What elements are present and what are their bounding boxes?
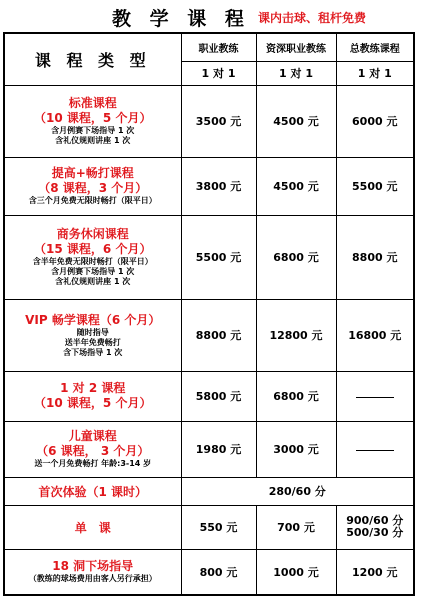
col-subheader-senior-coach: 1 对 1	[256, 61, 336, 85]
course-note: 送一个月免费畅打 年龄:3-14 岁	[34, 459, 152, 468]
col-subheader-head-coach: 1 对 1	[336, 61, 414, 85]
course-name: VIP 畅学课程（6 个月）	[25, 312, 161, 327]
course-cell-18-hole	[4, 549, 181, 595]
page-header	[0, 0, 423, 30]
table-row	[4, 421, 414, 477]
table-row	[4, 85, 414, 157]
price-cell: 1200 元	[336, 549, 414, 595]
course-cell-1v2	[4, 371, 181, 421]
price-cell: 1980 元	[181, 421, 256, 477]
price-cell: 4500 元	[256, 157, 336, 215]
price-cell-head-coach-single	[336, 505, 414, 549]
course-name: 1 对 2 课程	[60, 381, 126, 395]
price-cell: 16800 元	[336, 299, 414, 371]
course-name: 提高+畅打课程	[51, 166, 134, 180]
price-cell: 1000 元	[256, 549, 336, 595]
table-row	[4, 157, 414, 215]
course-note: 随时指导	[76, 327, 109, 337]
price-cell: 5800 元	[181, 371, 256, 421]
price-cell-empty	[336, 421, 414, 477]
price-cell: 6000 元	[336, 85, 414, 157]
course-cell-kids	[4, 421, 181, 477]
course-note: （教练的球场费用由客人另行承担）	[28, 574, 157, 584]
course-cell-improve	[4, 157, 181, 215]
course-name: 标准课程	[68, 96, 117, 110]
page-subtitle: 课内击球、租杆免费	[258, 11, 367, 25]
course-note: 含半年免费无限时畅打（限平日）	[32, 257, 153, 266]
price-cell: 4500 元	[256, 85, 336, 157]
course-detail: （10 课程，5 个月）	[34, 111, 152, 125]
price-30min: 500/30 分	[346, 526, 404, 539]
course-note: 含礼仪规则讲座 1 次	[55, 136, 131, 145]
price-cell: 3000 元	[256, 421, 336, 477]
col-header-pro-coach: 职业教练	[181, 33, 256, 61]
course-detail: （6 课程， 3 个月）	[36, 444, 150, 458]
price-cell: 5500 元	[181, 215, 256, 299]
course-cell-business	[4, 215, 181, 299]
course-detail: （10 课程，5 个月）	[34, 396, 152, 410]
price-cell: 800 元	[181, 549, 256, 595]
price-cell: 5500 元	[336, 157, 414, 215]
course-note: 含下场指导 1 次	[63, 347, 123, 357]
table-row	[4, 299, 414, 371]
course-note: 送半年免费畅打	[64, 337, 121, 347]
course-cell-single: 单 课	[4, 505, 181, 549]
price-cell: 8800 元	[181, 299, 256, 371]
price-cell: 3800 元	[181, 157, 256, 215]
price-cell-empty	[336, 371, 414, 421]
price-cell: 550 元	[181, 505, 256, 549]
dash-line	[356, 450, 394, 451]
course-detail: （8 课程，3 个月）	[38, 181, 148, 195]
page-title: 教 学 课 程	[112, 8, 250, 30]
col-subheader-pro-coach: 1 对 1	[181, 61, 256, 85]
course-name: 儿童课程	[68, 429, 117, 443]
course-note: 含礼仪规则讲座 1 次	[55, 277, 131, 286]
table-row	[4, 371, 414, 421]
table-row	[4, 505, 414, 549]
table-row	[4, 549, 414, 595]
price-60min: 900/60 分	[346, 514, 404, 527]
price-cell: 12800 元	[256, 299, 336, 371]
course-price-table	[3, 32, 415, 596]
course-note: 含月例赛下场指导 1 次	[51, 267, 135, 276]
price-cell: 700 元	[256, 505, 336, 549]
course-cell-standard	[4, 85, 181, 157]
course-cell-trial: 首次体验（1 课时）	[4, 477, 181, 505]
course-name: 18 洞下场指导	[52, 559, 134, 574]
course-note: 含三个月免费无限时畅打（限平日）	[28, 196, 157, 205]
course-cell-vip	[4, 299, 181, 371]
table-row	[4, 477, 414, 505]
price-cell: 3500 元	[181, 85, 256, 157]
course-detail: （15 课程，6 个月）	[34, 242, 152, 256]
price-cell-trial: 280/60 分	[181, 477, 414, 505]
dash-line	[356, 397, 394, 398]
table-row	[4, 215, 414, 299]
course-note: 含月例赛下场指导 1 次	[51, 126, 135, 135]
col-header-head-coach: 总教练课程	[336, 33, 414, 61]
course-name: 商务休闲课程	[56, 227, 129, 241]
price-cell: 8800 元	[336, 215, 414, 299]
price-cell: 6800 元	[256, 371, 336, 421]
price-cell: 6800 元	[256, 215, 336, 299]
col-header-senior-coach: 资深职业教练	[256, 33, 336, 61]
course-type-header: 课 程 类 型	[4, 33, 181, 85]
